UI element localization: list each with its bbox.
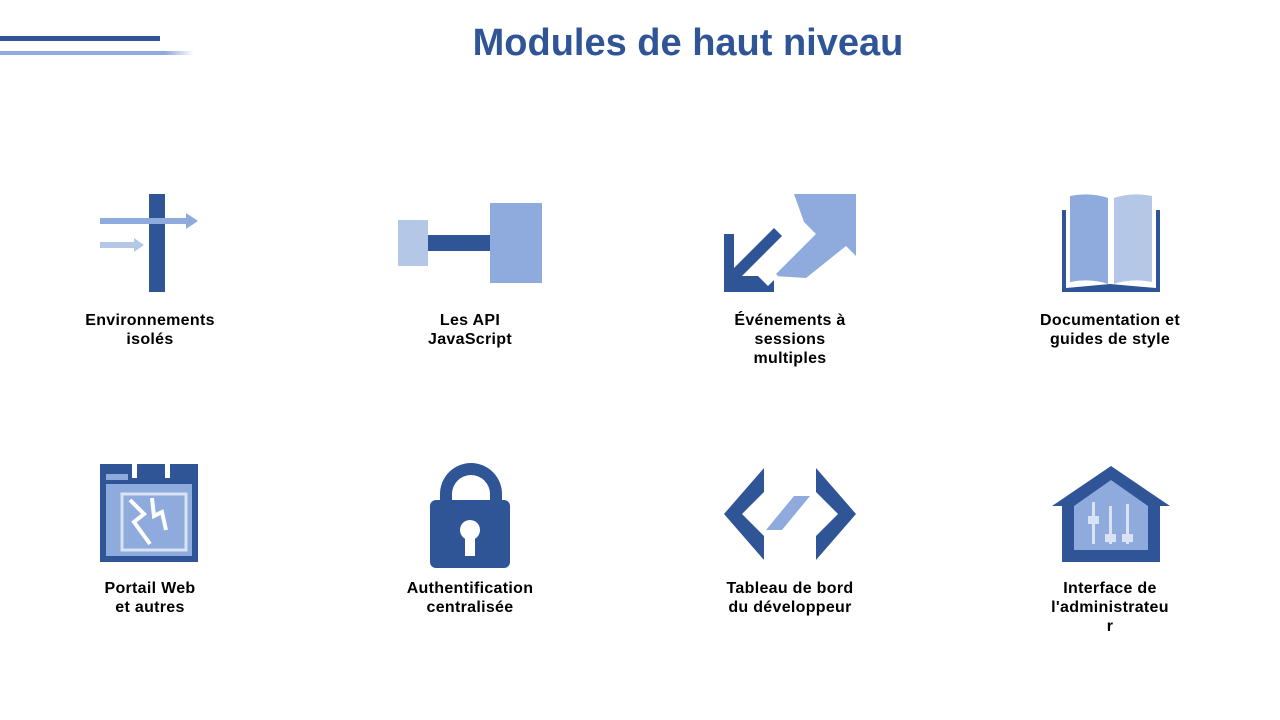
signpost-icon bbox=[100, 194, 200, 294]
admin-house-icon bbox=[1050, 464, 1172, 564]
module-label: Tableau de bord du développeur bbox=[726, 580, 854, 616]
module-label: Portail Web et autres bbox=[104, 580, 196, 616]
api-connector-icon bbox=[396, 200, 544, 286]
module-central-authentication bbox=[380, 458, 560, 638]
slide-title: Modules de haut niveau bbox=[472, 22, 904, 64]
lock-icon bbox=[428, 458, 514, 570]
module-web-portal bbox=[60, 458, 240, 638]
module-label: Documentation et guides de style bbox=[1040, 312, 1180, 348]
module-javascript-api bbox=[380, 190, 560, 370]
module-label: Interface de l'administrateu r bbox=[1051, 580, 1169, 635]
module-isolated-environments bbox=[60, 190, 240, 370]
module-label: Événements à sessions multiples bbox=[734, 312, 846, 367]
web-portal-icon bbox=[100, 464, 200, 564]
code-brackets-icon bbox=[724, 468, 856, 560]
module-admin-interface bbox=[1020, 458, 1200, 638]
open-book-icon bbox=[1060, 192, 1162, 294]
module-label: Les API JavaScript bbox=[428, 312, 512, 348]
module-multi-session-events bbox=[700, 190, 880, 370]
module-label: Environnements isolés bbox=[85, 312, 215, 348]
module-developer-dashboard bbox=[700, 458, 880, 638]
expand-arrows-icon bbox=[722, 192, 858, 294]
module-documentation bbox=[1020, 190, 1200, 370]
module-label: Authentification centralisée bbox=[406, 580, 534, 616]
